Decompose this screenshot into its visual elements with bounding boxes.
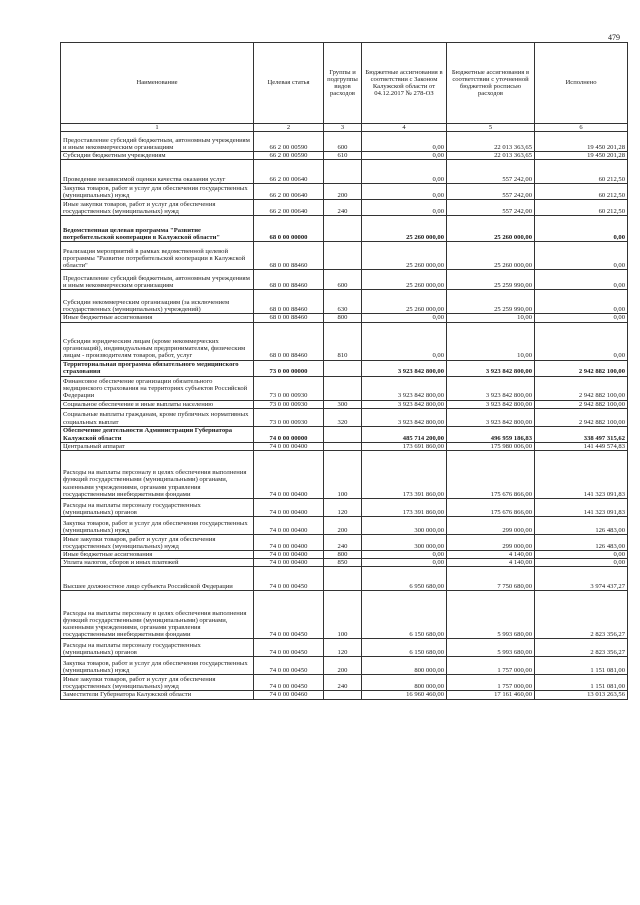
cell-law-amount: 16 960 460,00 xyxy=(362,691,447,699)
column-number: 2 xyxy=(254,124,324,132)
cell-group: 240 xyxy=(324,535,362,551)
cell-revised-amount: 22 013 363,65 xyxy=(447,132,535,152)
cell-name: Субсидии бюджетным учреждениям xyxy=(61,152,254,160)
cell-executed-amount: 60 212,50 xyxy=(535,200,628,216)
cell-law-amount: 6 150 680,00 xyxy=(362,591,447,639)
table-body xyxy=(61,132,628,699)
cell-name: Субсидии юридическим лицам (кроме некоммерческих организаций), индивидуальным предпринимателям, физическим лицам - производителям товаров, работ, услуг xyxy=(61,322,254,360)
cell-name: Иные закупки товаров, работ и услуг для обеспечения государственных (муниципальных) нужд xyxy=(61,535,254,551)
cell-name: Закупка товаров, работ и услуг для обеспечения государственных (муниципальных) нужд xyxy=(61,184,254,200)
cell-name: Расходы на выплаты персоналу в целях обеспечения выполнения функций государственными (муниципальными) органами, казенными учреждениями, органами управления государственными внебюджетными фондами xyxy=(61,591,254,639)
cell-target-code: 74 0 00 00450 xyxy=(254,639,324,657)
cell-executed-amount: 141 449 574,83 xyxy=(535,442,628,450)
table-row xyxy=(61,216,628,242)
table-row xyxy=(61,442,628,450)
cell-law-amount: 485 714 200,00 xyxy=(362,426,447,442)
cell-group xyxy=(324,242,362,270)
cell-revised-amount: 175 676 866,00 xyxy=(447,451,535,499)
budget-table xyxy=(60,42,628,700)
cell-revised-amount: 25 259 990,00 xyxy=(447,270,535,290)
cell-target-code: 73 0 00 00000 xyxy=(254,360,324,376)
table-row xyxy=(61,639,628,657)
cell-law-amount: 0,00 xyxy=(362,314,447,322)
table-row xyxy=(61,567,628,591)
cell-target-code: 73 0 00 00930 xyxy=(254,408,324,426)
cell-revised-amount: 10,00 xyxy=(447,314,535,322)
cell-name: Иные бюджетные ассигнования xyxy=(61,551,254,559)
cell-revised-amount: 5 993 680,00 xyxy=(447,591,535,639)
cell-law-amount: 0,00 xyxy=(362,559,447,567)
cell-law-amount: 173 691 860,00 xyxy=(362,442,447,450)
cell-group xyxy=(324,216,362,242)
cell-target-code: 73 0 00 00930 xyxy=(254,376,324,400)
table-row xyxy=(61,322,628,360)
table-row xyxy=(61,559,628,567)
cell-name: Расходы на выплаты персоналу государственных (муниципальных) органов xyxy=(61,499,254,517)
cell-target-code: 68 0 00 88460 xyxy=(254,290,324,314)
cell-law-amount: 25 260 000,00 xyxy=(362,290,447,314)
cell-revised-amount: 3 923 842 800,00 xyxy=(447,376,535,400)
cell-executed-amount: 0,00 xyxy=(535,551,628,559)
cell-law-amount: 6 950 680,00 xyxy=(362,567,447,591)
table-row xyxy=(61,675,628,691)
cell-revised-amount: 299 000,00 xyxy=(447,517,535,535)
cell-revised-amount: 557 242,00 xyxy=(447,160,535,184)
table-row xyxy=(61,200,628,216)
table-row xyxy=(61,270,628,290)
cell-group: 610 xyxy=(324,152,362,160)
cell-group xyxy=(324,567,362,591)
cell-law-amount: 3 923 842 800,00 xyxy=(362,408,447,426)
cell-law-amount: 173 391 860,00 xyxy=(362,451,447,499)
cell-law-amount: 0,00 xyxy=(362,160,447,184)
cell-law-amount: 3 923 842 800,00 xyxy=(362,400,447,408)
cell-law-amount: 0,00 xyxy=(362,200,447,216)
cell-target-code: 66 2 00 00590 xyxy=(254,132,324,152)
column-number: 1 xyxy=(61,124,254,132)
cell-executed-amount: 3 974 437,27 xyxy=(535,567,628,591)
cell-revised-amount: 3 923 842 800,00 xyxy=(447,400,535,408)
cell-name: Социальное обеспечение и иные выплаты населению xyxy=(61,400,254,408)
table-row xyxy=(61,290,628,314)
cell-executed-amount: 0,00 xyxy=(535,216,628,242)
cell-revised-amount: 22 013 363,65 xyxy=(447,152,535,160)
cell-revised-amount: 557 242,00 xyxy=(447,200,535,216)
cell-group: 200 xyxy=(324,657,362,675)
cell-group: 630 xyxy=(324,290,362,314)
column-number: 5 xyxy=(447,124,535,132)
cell-name: Иные закупки товаров, работ и услуг для обеспечения государственных (муниципальных) нужд xyxy=(61,200,254,216)
cell-target-code: 74 0 00 00400 xyxy=(254,517,324,535)
cell-law-amount: 800 000,00 xyxy=(362,675,447,691)
cell-law-amount: 0,00 xyxy=(362,132,447,152)
table-row xyxy=(61,535,628,551)
cell-name: Иные закупки товаров, работ и услуг для обеспечения государственных (муниципальных) нужд xyxy=(61,675,254,691)
header-revised: Бюджетные ассигнования в соответствии с уточненной бюджетной росписью расходов xyxy=(447,43,535,124)
header-target: Целевая статья xyxy=(254,43,324,124)
table-row xyxy=(61,517,628,535)
table-row xyxy=(61,551,628,559)
cell-revised-amount: 1 757 000,00 xyxy=(447,675,535,691)
cell-executed-amount: 126 483,00 xyxy=(535,535,628,551)
cell-name: Обеспечение деятельности Администрации Губернатора Калужской области xyxy=(61,426,254,442)
cell-executed-amount: 0,00 xyxy=(535,559,628,567)
cell-group: 300 xyxy=(324,400,362,408)
cell-target-code: 74 0 00 00400 xyxy=(254,451,324,499)
table-row xyxy=(61,132,628,152)
column-number: 6 xyxy=(535,124,628,132)
table-row xyxy=(61,314,628,322)
cell-target-code: 74 0 00 00400 xyxy=(254,551,324,559)
cell-executed-amount: 0,00 xyxy=(535,290,628,314)
cell-target-code: 68 0 00 88460 xyxy=(254,314,324,322)
cell-law-amount: 0,00 xyxy=(362,322,447,360)
cell-executed-amount: 19 450 201,28 xyxy=(535,152,628,160)
cell-revised-amount: 7 750 680,00 xyxy=(447,567,535,591)
cell-revised-amount: 1 757 000,00 xyxy=(447,657,535,675)
cell-group xyxy=(324,160,362,184)
cell-name: Заместители Губернатора Калужской области xyxy=(61,691,254,699)
cell-revised-amount: 175 676 866,00 xyxy=(447,499,535,517)
cell-executed-amount: 2 942 882 100,00 xyxy=(535,360,628,376)
cell-law-amount: 25 260 000,00 xyxy=(362,242,447,270)
table-row xyxy=(61,400,628,408)
cell-group: 200 xyxy=(324,517,362,535)
cell-revised-amount: 299 000,00 xyxy=(447,535,535,551)
cell-target-code: 74 0 00 00000 xyxy=(254,426,324,442)
page-number: 479 xyxy=(608,33,620,42)
cell-law-amount: 3 923 842 800,00 xyxy=(362,376,447,400)
cell-revised-amount: 3 923 842 800,00 xyxy=(447,408,535,426)
cell-revised-amount: 4 140,00 xyxy=(447,559,535,567)
cell-target-code: 74 0 00 00400 xyxy=(254,535,324,551)
cell-executed-amount: 141 323 091,83 xyxy=(535,499,628,517)
cell-target-code: 66 2 00 00640 xyxy=(254,184,324,200)
cell-executed-amount: 0,00 xyxy=(535,314,628,322)
cell-group xyxy=(324,442,362,450)
table-row xyxy=(61,376,628,400)
cell-group: 800 xyxy=(324,314,362,322)
table-row xyxy=(61,160,628,184)
cell-target-code: 66 2 00 00590 xyxy=(254,152,324,160)
cell-group: 850 xyxy=(324,559,362,567)
table-row xyxy=(61,657,628,675)
table-row xyxy=(61,360,628,376)
cell-law-amount: 300 000,00 xyxy=(362,535,447,551)
cell-group xyxy=(324,426,362,442)
cell-target-code: 74 0 00 00450 xyxy=(254,675,324,691)
cell-executed-amount: 2 823 356,27 xyxy=(535,639,628,657)
cell-law-amount: 6 150 680,00 xyxy=(362,639,447,657)
cell-revised-amount: 25 260 000,00 xyxy=(447,216,535,242)
cell-executed-amount: 0,00 xyxy=(535,322,628,360)
cell-target-code: 66 2 00 00640 xyxy=(254,200,324,216)
cell-group xyxy=(324,376,362,400)
cell-name: Закупка товаров, работ и услуг для обеспечения государственных (муниципальных) нужд xyxy=(61,517,254,535)
cell-revised-amount: 3 923 842 800,00 xyxy=(447,360,535,376)
cell-law-amount: 25 260 000,00 xyxy=(362,270,447,290)
cell-executed-amount: 338 497 315,62 xyxy=(535,426,628,442)
cell-executed-amount: 141 323 091,83 xyxy=(535,451,628,499)
table-row xyxy=(61,691,628,699)
header-group: Группы и подгруппы видов расходов xyxy=(324,43,362,124)
cell-name: Иные бюджетные ассигнования xyxy=(61,314,254,322)
cell-target-code: 74 0 00 00460 xyxy=(254,691,324,699)
table-row xyxy=(61,184,628,200)
cell-group: 100 xyxy=(324,451,362,499)
cell-group xyxy=(324,360,362,376)
cell-revised-amount: 496 959 186,83 xyxy=(447,426,535,442)
cell-executed-amount: 1 151 081,00 xyxy=(535,657,628,675)
header-row xyxy=(61,43,628,124)
cell-group: 240 xyxy=(324,200,362,216)
cell-target-code: 74 0 00 00400 xyxy=(254,442,324,450)
cell-name: Субсидии некоммерческим организациям (за исключением государственных (муниципальных) учреждений) xyxy=(61,290,254,314)
cell-group: 100 xyxy=(324,591,362,639)
cell-revised-amount: 25 260 000,00 xyxy=(447,242,535,270)
cell-group xyxy=(324,691,362,699)
cell-name: Расходы на выплаты персоналу государственных (муниципальных) органов xyxy=(61,639,254,657)
cell-target-code: 74 0 00 00450 xyxy=(254,567,324,591)
cell-target-code: 68 0 00 88460 xyxy=(254,242,324,270)
cell-law-amount: 0,00 xyxy=(362,551,447,559)
cell-revised-amount: 4 140,00 xyxy=(447,551,535,559)
cell-name: Финансовое обеспечение организации обязательного медицинского страхования на территориях субъектов Российской Федерации xyxy=(61,376,254,400)
cell-target-code: 74 0 00 00450 xyxy=(254,657,324,675)
header-name: Наименование xyxy=(61,43,254,124)
column-number-row xyxy=(61,124,628,132)
cell-law-amount: 0,00 xyxy=(362,184,447,200)
cell-target-code: 74 0 00 00450 xyxy=(254,591,324,639)
cell-law-amount: 25 260 000,00 xyxy=(362,216,447,242)
table-row xyxy=(61,591,628,639)
cell-group: 800 xyxy=(324,551,362,559)
cell-group: 200 xyxy=(324,184,362,200)
cell-target-code: 73 0 00 00930 xyxy=(254,400,324,408)
cell-target-code: 68 0 00 00000 xyxy=(254,216,324,242)
cell-executed-amount: 19 450 201,28 xyxy=(535,132,628,152)
cell-executed-amount: 2 942 882 100,00 xyxy=(535,408,628,426)
cell-group: 120 xyxy=(324,499,362,517)
cell-executed-amount: 60 212,50 xyxy=(535,184,628,200)
cell-name: Ведомственная целевая программа "Развитие потребительской кооперации в Калужской области" xyxy=(61,216,254,242)
table-row xyxy=(61,242,628,270)
cell-revised-amount: 25 259 990,00 xyxy=(447,290,535,314)
cell-name: Расходы на выплаты персоналу в целях обеспечения выполнения функций государственными (муниципальными) органами, казенными учреждениями, органами управления государственными внебюджетными фондами xyxy=(61,451,254,499)
cell-target-code: 74 0 00 00400 xyxy=(254,559,324,567)
column-number: 4 xyxy=(362,124,447,132)
cell-name: Реализация мероприятий в рамках ведомственной целевой программы "Развитие потребительской кооперации в Калужской области" xyxy=(61,242,254,270)
cell-target-code: 68 0 00 88460 xyxy=(254,270,324,290)
cell-name: Территориальная программа обязательного медицинского страхования xyxy=(61,360,254,376)
cell-group: 600 xyxy=(324,132,362,152)
cell-name: Центральный аппарат xyxy=(61,442,254,450)
header-executed: Исполнено xyxy=(535,43,628,124)
cell-name: Предоставление субсидий бюджетным, автономным учреждениям и иным некоммерческим организациям xyxy=(61,132,254,152)
cell-target-code: 66 2 00 00640 xyxy=(254,160,324,184)
table-row xyxy=(61,451,628,499)
cell-executed-amount: 2 942 882 100,00 xyxy=(535,400,628,408)
cell-target-code: 68 0 00 88460 xyxy=(254,322,324,360)
cell-executed-amount: 13 013 263,56 xyxy=(535,691,628,699)
cell-law-amount: 3 923 842 800,00 xyxy=(362,360,447,376)
cell-name: Предоставление субсидий бюджетным, автономным учреждениям и иным некоммерческим организациям xyxy=(61,270,254,290)
cell-name: Закупка товаров, работ и услуг для обеспечения государственных (муниципальных) нужд xyxy=(61,657,254,675)
column-number: 3 xyxy=(324,124,362,132)
cell-group: 810 xyxy=(324,322,362,360)
cell-name: Уплата налогов, сборов и иных платежей xyxy=(61,559,254,567)
cell-group: 320 xyxy=(324,408,362,426)
cell-executed-amount: 126 483,00 xyxy=(535,517,628,535)
cell-revised-amount: 5 993 680,00 xyxy=(447,639,535,657)
cell-revised-amount: 557 242,00 xyxy=(447,184,535,200)
cell-revised-amount: 17 161 460,00 xyxy=(447,691,535,699)
cell-executed-amount: 2 823 356,27 xyxy=(535,591,628,639)
table-row xyxy=(61,426,628,442)
cell-executed-amount: 2 942 882 100,00 xyxy=(535,376,628,400)
cell-executed-amount: 0,00 xyxy=(535,242,628,270)
header-law: Бюджетные ассигнования в соответствии с Законом Калужской области от 04.12.2017 № 278-ОЗ xyxy=(362,43,447,124)
cell-group: 240 xyxy=(324,675,362,691)
cell-name: Проведение независимой оценки качества оказания услуг xyxy=(61,160,254,184)
cell-name: Социальные выплаты гражданам, кроме публичных нормативных социальных выплат xyxy=(61,408,254,426)
cell-law-amount: 300 000,00 xyxy=(362,517,447,535)
cell-executed-amount: 0,00 xyxy=(535,270,628,290)
cell-law-amount: 173 391 860,00 xyxy=(362,499,447,517)
cell-executed-amount: 60 212,50 xyxy=(535,160,628,184)
cell-name: Высшее должностное лицо субъекта Российской Федерации xyxy=(61,567,254,591)
table-row xyxy=(61,408,628,426)
cell-revised-amount: 175 980 006,00 xyxy=(447,442,535,450)
cell-executed-amount: 1 151 081,00 xyxy=(535,675,628,691)
table-row xyxy=(61,499,628,517)
table-row xyxy=(61,152,628,160)
cell-target-code: 74 0 00 00400 xyxy=(254,499,324,517)
cell-group: 600 xyxy=(324,270,362,290)
cell-group: 120 xyxy=(324,639,362,657)
cell-revised-amount: 10,00 xyxy=(447,322,535,360)
cell-law-amount: 800 000,00 xyxy=(362,657,447,675)
cell-law-amount: 0,00 xyxy=(362,152,447,160)
